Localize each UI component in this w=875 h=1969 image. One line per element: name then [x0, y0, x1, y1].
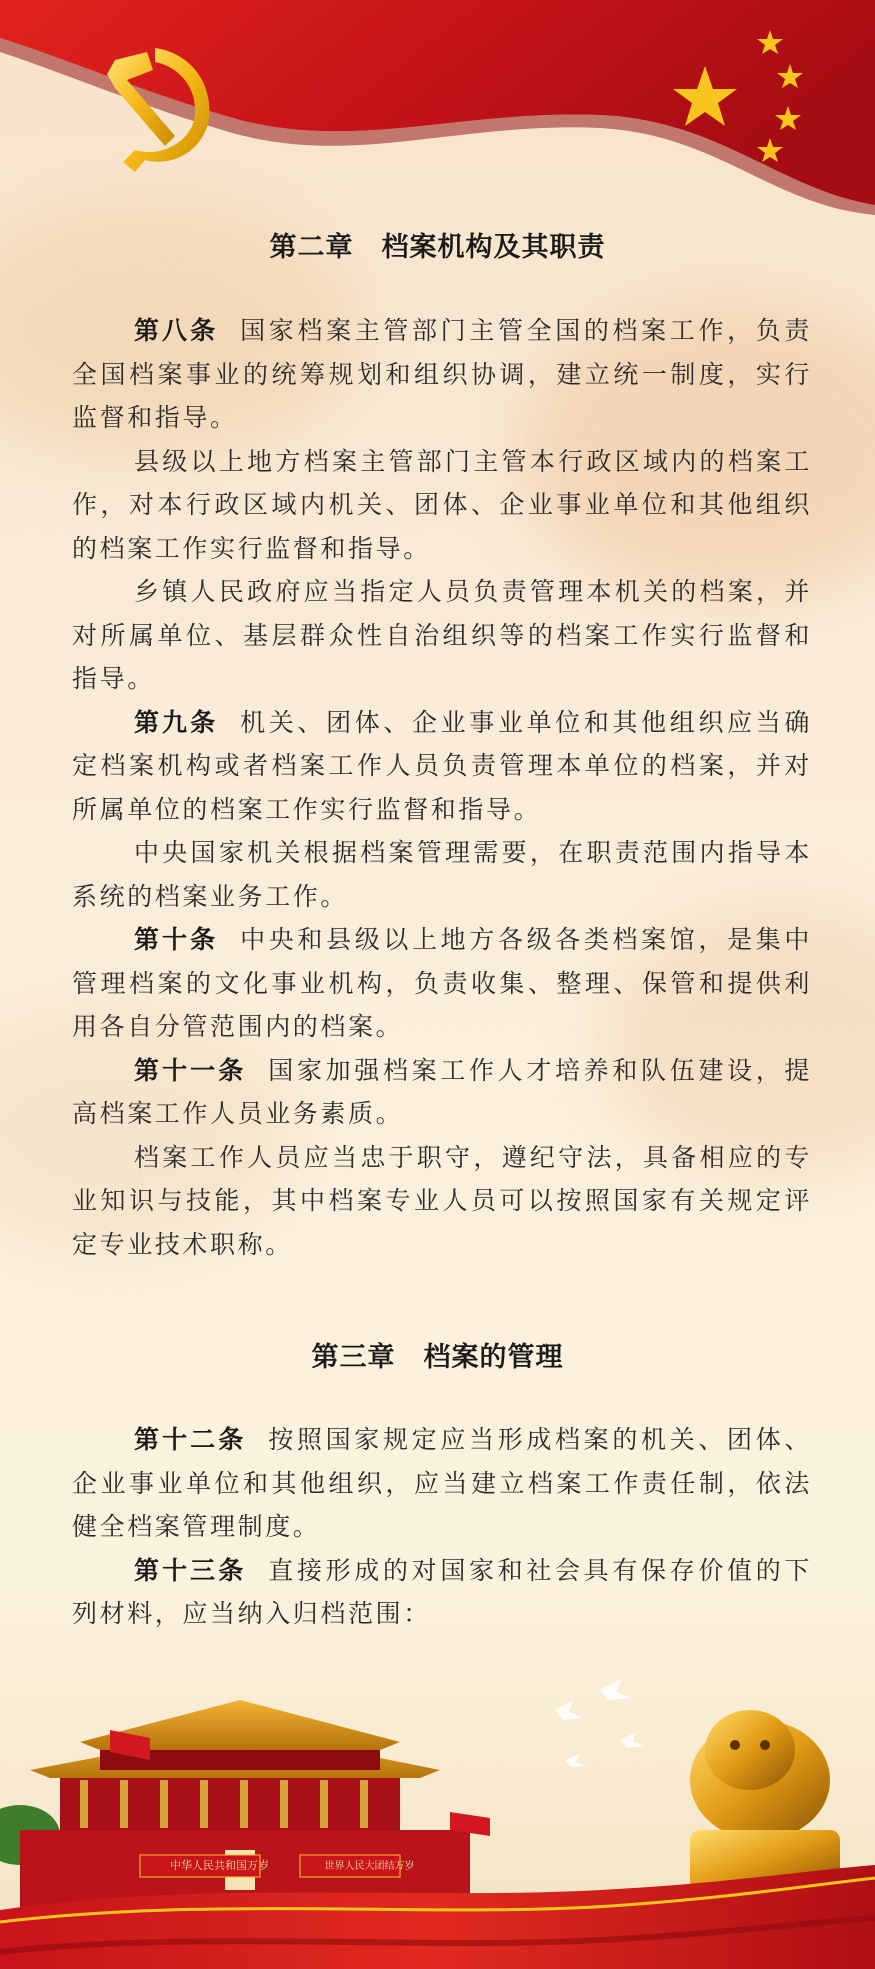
article-text: 按照国家规定应当形成档案的机关、团体、企业事业单位和其他组织，应当建立档案工作责任制，依法健全档案管理制度。: [72, 1425, 812, 1541]
chapter-3-body: [72, 1418, 812, 1636]
article-text: 直接形成的对国家和社会具有保存价值的下列材料，应当纳入归档范围：: [72, 1555, 812, 1628]
article-text: 机关、团体、企业事业单位和其他组织应当确定档案机构或者档案工作人员负责管理本单位的档案，并对所属单位的档案工作实行监督和指导。: [72, 707, 812, 824]
article-number: 第九条: [134, 707, 219, 737]
article-paragraph: [72, 1049, 812, 1136]
article-text: 档案工作人员应当忠于职守，遵纪守法，具备相应的专业知识与技能，其中档案专业人员可以按照国家有关规定评定专业技术职称。: [72, 1142, 812, 1259]
red-flag-banner: [0, 0, 875, 240]
article-text: 中央和县级以上地方各级各类档案馆，是集中管理档案的文化事业机构，负责收集、整理、保管和提供利用各自分管范围内的档案。: [72, 925, 812, 1041]
chapter-2-body: [72, 309, 812, 1266]
doves-icon: [555, 1678, 645, 1767]
article-paragraph: [72, 1549, 812, 1636]
article-text: 县级以上地方档案主管部门主管本行政区域内的档案工作，对本行政区域内机关、团体、企业事业单位和其他组织的档案工作实行监督和指导。: [72, 446, 812, 563]
article-paragraph: [72, 440, 812, 571]
article-paragraph: [72, 309, 812, 440]
article-paragraph: [72, 570, 812, 701]
article-paragraph: [72, 918, 812, 1049]
article-number: 第十二条: [134, 1425, 247, 1454]
tiananmen-scene: [0, 1660, 875, 1969]
tiananmen-gate-icon: [20, 1700, 490, 1910]
chapter-heading: 第二章 档案机构及其职责: [269, 232, 606, 263]
article-paragraph: [72, 831, 812, 918]
chapter-heading: 第三章 档案的管理: [311, 1342, 564, 1373]
article-number: 第十一条: [134, 1055, 247, 1085]
article-number: 第十条: [134, 925, 219, 954]
article-paragraph: [72, 701, 812, 832]
gate-sign-right: 世界人民大团结万岁: [324, 1861, 415, 1872]
gate-sign-left: 中华人民共和国万岁: [170, 1859, 269, 1872]
golden-lion-icon: [690, 1710, 840, 1890]
article-text: 国家档案主管部门主管全国的档案工作，负责全国档案事业的统筹规划和组织协调，建立统一制度，实行监督和指导。: [72, 316, 812, 432]
article-number: 第八条: [134, 316, 219, 345]
article-text: 国家加强档案工作人才培养和队伍建设，提高档案工作人员业务素质。: [72, 1055, 812, 1128]
article-paragraph: [72, 1418, 812, 1549]
article-text: 乡镇人民政府应当指定人员负责管理本机关的档案，并对所属单位、基层群众性自治组织等的档案工作实行监督和指导。: [72, 577, 812, 693]
article-paragraph: [72, 1136, 812, 1267]
article-text: 中央国家机关根据档案管理需要，在职责范围内指导本系统的档案业务工作。: [72, 838, 812, 911]
article-number: 第十三条: [134, 1555, 247, 1585]
